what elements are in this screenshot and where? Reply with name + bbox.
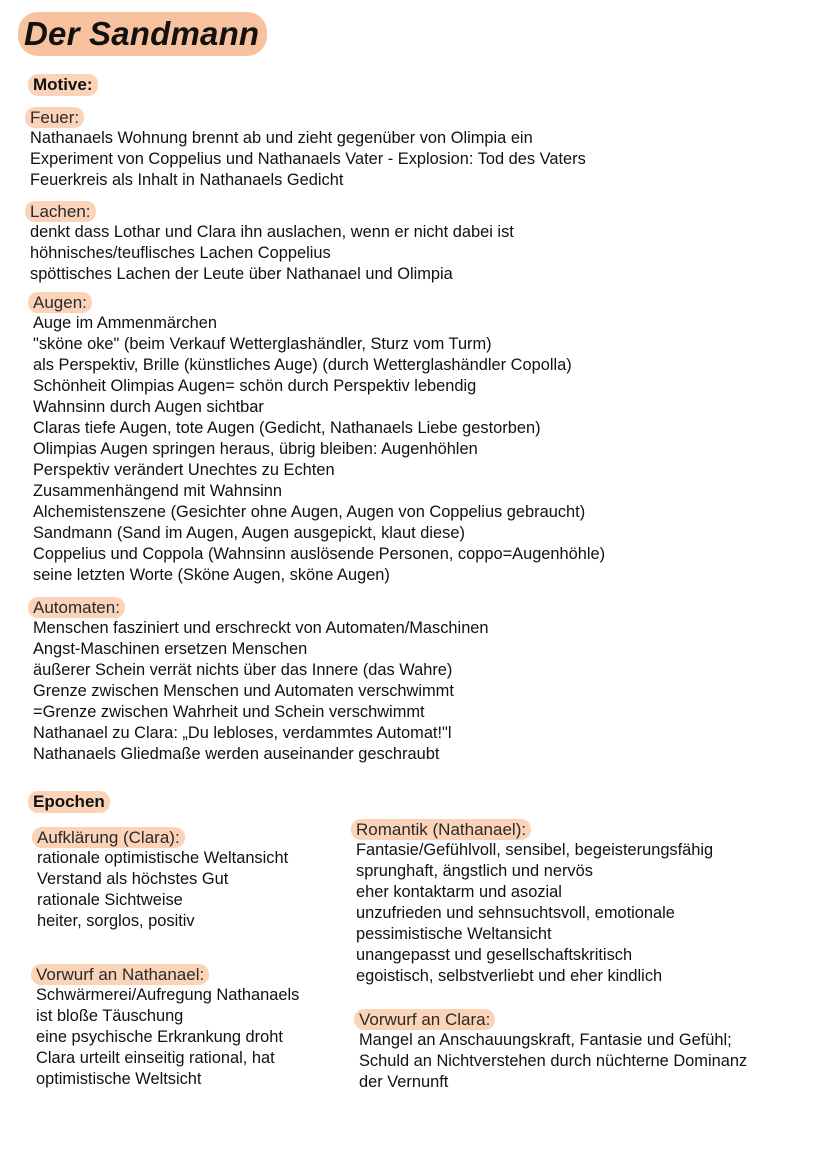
list-item: Auge im Ammenmärchen	[33, 314, 218, 332]
list-item: Claras tiefe Augen, tote Augen (Gedicht, Nathanaels Liebe gestorben)	[33, 419, 541, 437]
augen-label-text: Augen:	[33, 293, 87, 312]
section-vorwurf-nathanael	[36, 964, 299, 1090]
list-item: "sköne oke" (beim Verkauf Wetterglashändler, Sturz vom Turm)	[33, 335, 492, 353]
list-item: Sandmann (Sand im Augen, Augen ausgepickt, klaut diese)	[33, 524, 465, 542]
list-item: Wahnsinn durch Augen sichtbar	[33, 398, 264, 416]
list-item: Angst-Maschinen ersetzen Menschen	[33, 640, 308, 658]
list-item: Nathanaels Wohnung brennt ab und zieht gegenüber von Olimpia ein	[30, 129, 533, 147]
feuer-label-highlight	[25, 107, 84, 128]
automaten-label	[33, 597, 489, 618]
aufklaerung-label-text: Aufklärung (Clara):	[37, 828, 180, 847]
aufklaerung-label	[37, 827, 288, 848]
motive-heading-text: Motive:	[33, 75, 93, 94]
list-item: eine psychische Erkrankung droht	[36, 1028, 283, 1046]
list-item: sprunghaft, ängstlich und nervös	[356, 862, 593, 880]
section-aufklaerung	[37, 827, 288, 932]
list-item: egoistisch, selbstverliebt und eher kindlich	[356, 967, 663, 985]
lachen-label	[30, 201, 514, 222]
list-item: Verstand als höchstes Gut	[37, 870, 229, 888]
list-item: Experiment von Coppelius und Nathanaels Vater - Explosion: Tod des Vaters	[30, 150, 586, 168]
list-item: =Grenze zwischen Wahrheit und Schein verschwimmt	[33, 703, 425, 721]
list-item: Schuld an Nichtverstehen durch nüchterne Dominanz	[359, 1052, 748, 1070]
list-item: Olimpias Augen springen heraus, übrig bleiben: Augenhöhlen	[33, 440, 478, 458]
list-item: Fantasie/Gefühlvoll, sensibel, begeisterungsfähig	[356, 841, 714, 859]
automaten-label-text: Automaten:	[33, 598, 120, 617]
title-highlight	[18, 12, 267, 56]
section-automaten	[33, 597, 489, 765]
list-item: Perspektiv verändert Unechtes zu Echten	[33, 461, 335, 479]
aufklaerung-lines	[37, 848, 288, 932]
list-item: äußerer Schein verrät nichts über das Innere (das Wahre)	[33, 661, 453, 679]
page-title	[24, 12, 267, 56]
list-item: rationale Sichtweise	[37, 891, 183, 909]
list-item: Feuerkreis als Inhalt in Nathanaels Gedicht	[30, 171, 344, 189]
romantik-lines	[356, 840, 713, 987]
list-item: Schönheit Olimpias Augen= schön durch Perspektiv lebendig	[33, 377, 477, 395]
epochen-heading	[33, 791, 110, 813]
epochen-heading-highlight	[28, 791, 110, 813]
section-romantik	[356, 819, 713, 987]
vorwurf-nathanael-label-highlight	[31, 964, 209, 985]
list-item: als Perspektiv, Brille (künstliches Auge) (durch Wetterglashändler Copolla)	[33, 356, 572, 374]
vorwurf-nathanael-label-text: Vorwurf an Nathanael:	[36, 965, 205, 984]
section-lachen	[30, 201, 514, 285]
list-item: Schwärmerei/Aufregung Nathanaels	[36, 986, 300, 1004]
feuer-label	[30, 107, 586, 128]
augen-label-highlight	[28, 292, 92, 313]
lachen-label-text: Lachen:	[30, 202, 91, 221]
list-item: der Vernunft	[359, 1073, 449, 1091]
vorwurf-clara-label	[359, 1009, 747, 1030]
feuer-lines	[30, 128, 586, 191]
vorwurf-clara-label-highlight	[354, 1009, 495, 1030]
list-item: höhnisches/teuflisches Lachen Coppelius	[30, 244, 331, 262]
list-item: seine letzten Worte (Sköne Augen, sköne Augen)	[33, 566, 390, 584]
title-text: Der Sandmann	[24, 15, 260, 52]
section-vorwurf-clara	[359, 1009, 747, 1093]
motive-heading	[33, 74, 98, 96]
vorwurf-nathanael-label	[36, 964, 299, 985]
list-item: Nathanaels Gliedmaße werden auseinander geschraubt	[33, 745, 440, 763]
vorwurf-nathanael-lines	[36, 985, 299, 1090]
list-item: Grenze zwischen Menschen und Automaten verschwimmt	[33, 682, 454, 700]
list-item: spöttisches Lachen der Leute über Nathanael und Olimpia	[30, 265, 453, 283]
augen-label	[33, 292, 605, 313]
aufklaerung-label-highlight	[32, 827, 185, 848]
list-item: unangepasst und gesellschaftskritisch	[356, 946, 633, 964]
automaten-lines	[33, 618, 489, 765]
list-item: Zusammenhängend mit Wahnsinn	[33, 482, 283, 500]
list-item: eher kontaktarm und asozial	[356, 883, 562, 901]
feuer-label-text: Feuer:	[30, 108, 80, 127]
romantik-label-highlight	[351, 819, 531, 840]
list-item: optimistische Weltsicht	[36, 1070, 202, 1088]
list-item: Alchemistenszene (Gesichter ohne Augen, Augen von Coppelius gebraucht)	[33, 503, 586, 521]
list-item: rationale optimistische Weltansicht	[37, 849, 289, 867]
list-item: denkt dass Lothar und Clara ihn auslachen, wenn er nicht dabei ist	[30, 223, 514, 241]
list-item: ist bloße Täuschung	[36, 1007, 184, 1025]
romantik-label-text: Romantik (Nathanael):	[356, 820, 527, 839]
lachen-label-highlight	[25, 201, 96, 222]
list-item: Coppelius und Coppola (Wahnsinn auslösende Personen, coppo=Augenhöhle)	[33, 545, 606, 563]
epochen-heading-text: Epochen	[33, 792, 105, 811]
vorwurf-clara-lines	[359, 1030, 747, 1093]
romantik-label	[356, 819, 713, 840]
motive-heading-highlight	[28, 74, 98, 96]
lachen-lines	[30, 222, 514, 285]
list-item: Menschen fasziniert und erschreckt von Automaten/Maschinen	[33, 619, 489, 637]
vorwurf-clara-label-text: Vorwurf an Clara:	[359, 1010, 491, 1029]
list-item: heiter, sorglos, positiv	[37, 912, 195, 930]
list-item: Nathanael zu Clara: „Du lebloses, verdammtes Automat!"l	[33, 724, 452, 742]
list-item: Mangel an Anschauungskraft, Fantasie und Gefühl;	[359, 1031, 732, 1049]
section-augen	[33, 292, 605, 586]
list-item: Clara urteilt einseitig rational, hat	[36, 1049, 275, 1067]
automaten-label-highlight	[28, 597, 125, 618]
augen-lines	[33, 313, 605, 586]
list-item: pessimistische Weltansicht	[356, 925, 552, 943]
section-feuer	[30, 107, 586, 191]
list-item: unzufrieden und sehnsuchtsvoll, emotionale	[356, 904, 675, 922]
